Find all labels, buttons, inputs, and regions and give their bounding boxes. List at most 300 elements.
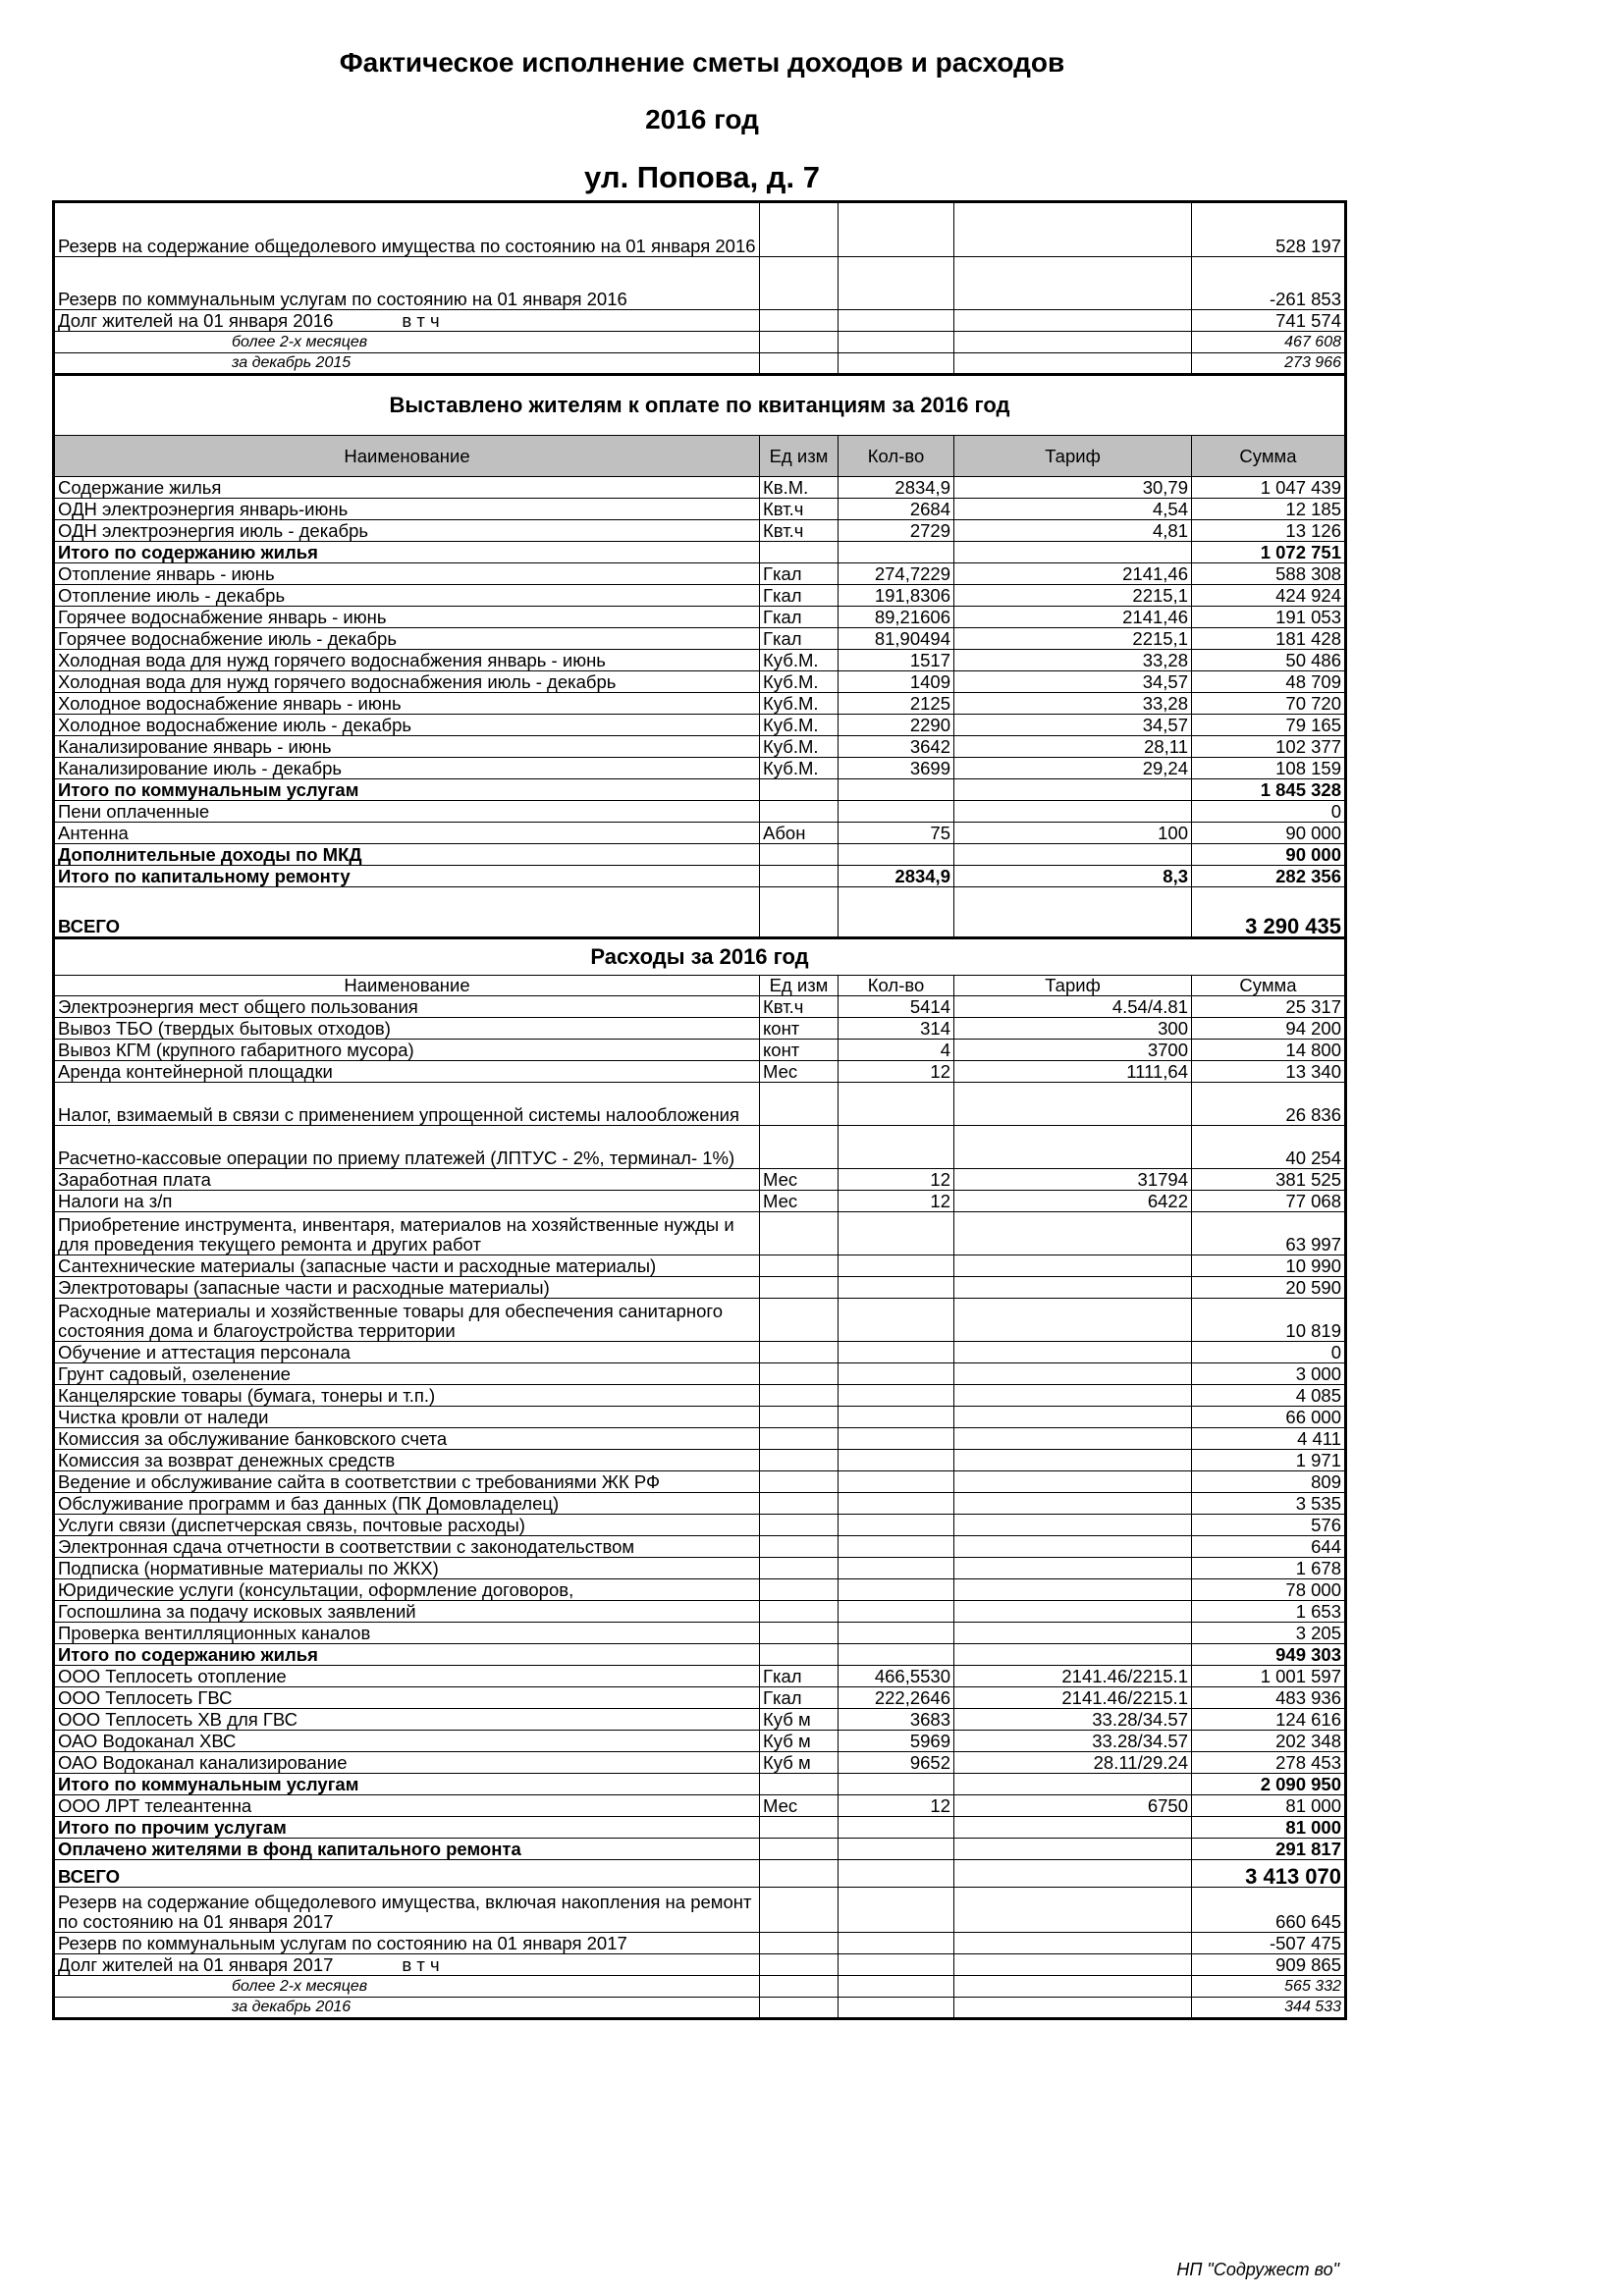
- row-unit: [760, 1407, 839, 1428]
- row-sum: 278 453: [1192, 1752, 1346, 1774]
- row-qty: 222,2646: [839, 1687, 954, 1709]
- table-row: [54, 1428, 1346, 1450]
- row-unit: Куб м: [760, 1709, 839, 1731]
- row-sum: 1 072 751: [1192, 542, 1346, 563]
- row-unit: Мес: [760, 1169, 839, 1191]
- table-row: [54, 1795, 1346, 1817]
- table-row: [54, 1255, 1346, 1277]
- row-sum: 12 185: [1192, 499, 1346, 520]
- opening-reserve-property-row: [54, 202, 1346, 257]
- row-unit: [760, 1493, 839, 1515]
- row-tariff: 4,54: [954, 499, 1192, 520]
- row-sum: 14 800: [1192, 1040, 1346, 1061]
- table-row: [54, 585, 1346, 607]
- row-sum: 202 348: [1192, 1731, 1346, 1752]
- row-qty: [839, 1579, 954, 1601]
- row-unit: Куб.М.: [760, 693, 839, 715]
- table-row: [54, 477, 1346, 499]
- table-row: [54, 1385, 1346, 1407]
- row-name: Расходные материалы и хозяйственные товары для обеспечения санитарного состояния дома и благоустройства территории: [54, 1299, 760, 1342]
- row-label: Резерв по коммунальным услугам по состоянию на 01 января 2017: [54, 1933, 760, 1954]
- document-title: Фактическое исполнение сметы доходов и расходов: [339, 47, 1065, 78]
- row-sum: 108 159: [1192, 758, 1346, 779]
- table-row: [54, 693, 1346, 715]
- row-sum: -261 853: [1192, 257, 1346, 310]
- row-qty: [839, 801, 954, 823]
- row-name: Содержание жилья: [54, 477, 760, 499]
- closing-reserve-utilities-row: [54, 1933, 1346, 1954]
- row-unit: Гкал: [760, 1666, 839, 1687]
- table-row: [54, 1623, 1346, 1644]
- row-name: Электронная сдача отчетности в соответствии с законодательством: [54, 1536, 760, 1558]
- row-name: ООО ЛРТ телеантенна: [54, 1795, 760, 1817]
- table-row: [54, 758, 1346, 779]
- row-sum: 1 047 439: [1192, 477, 1346, 499]
- row-name: ООО Теплосеть ГВС: [54, 1687, 760, 1709]
- row-name: Заработная плата: [54, 1169, 760, 1191]
- row-unit: Квт.ч: [760, 520, 839, 542]
- row-tariff: 6422: [954, 1191, 1192, 1212]
- row-label: более 2-х месяцев: [54, 1976, 760, 1998]
- row-unit: [760, 1126, 839, 1169]
- table-row: [54, 1731, 1346, 1752]
- table-row: [54, 866, 1346, 887]
- row-tariff: 29,24: [954, 758, 1192, 779]
- table-row: [54, 1493, 1346, 1515]
- row-tariff: [954, 1774, 1192, 1795]
- row-name: Канцелярские товары (бумага, тонеры и т.п.): [54, 1385, 760, 1407]
- row-tariff: [954, 1342, 1192, 1363]
- row-tariff: 8,3: [954, 866, 1192, 887]
- closing-debt-row: [54, 1954, 1346, 1976]
- table-row: [54, 1579, 1346, 1601]
- table-row: [54, 520, 1346, 542]
- row-unit: [760, 1623, 839, 1644]
- row-qty: 2834,9: [839, 866, 954, 887]
- row-sum: 78 000: [1192, 1579, 1346, 1601]
- row-tariff: [954, 1363, 1192, 1385]
- row-tariff: 300: [954, 1018, 1192, 1040]
- row-qty: 3683: [839, 1709, 954, 1731]
- table-row: [54, 1709, 1346, 1731]
- row-tariff: 2215,1: [954, 585, 1192, 607]
- row-qty: 12: [839, 1191, 954, 1212]
- row-unit: [760, 1644, 839, 1666]
- col-name: Наименование: [54, 436, 760, 477]
- row-unit: [760, 844, 839, 866]
- table-row: [54, 1169, 1346, 1191]
- row-name: Итого по прочим услугам: [54, 1817, 760, 1839]
- opening-debt-over2-row: [54, 332, 1346, 353]
- row-tariff: [954, 1450, 1192, 1471]
- row-tariff: 30,79: [954, 477, 1192, 499]
- row-sum: 4 085: [1192, 1385, 1346, 1407]
- row-name: Обслуживание программ и баз данных (ПК Домовладелец): [54, 1493, 760, 1515]
- row-tariff: 4.54/4.81: [954, 996, 1192, 1018]
- row-qty: 3699: [839, 758, 954, 779]
- row-label: Долг жителей на 01 января 2016 в т ч: [54, 310, 760, 332]
- row-qty: [839, 1428, 954, 1450]
- row-name: Горячее водоснабжение июль - декабрь: [54, 628, 760, 650]
- row-sum: 528 197: [1192, 202, 1346, 257]
- row-unit: [760, 1363, 839, 1385]
- row-unit: конт: [760, 1018, 839, 1040]
- row-unit: Абон: [760, 823, 839, 844]
- row-sum: 181 428: [1192, 628, 1346, 650]
- row-unit: Квт.ч: [760, 499, 839, 520]
- row-unit: [760, 1817, 839, 1839]
- row-name: Расчетно-кассовые операции по приему платежей (ЛПТУС - 2%, терминал- 1%): [54, 1126, 760, 1169]
- col-tariff: Тариф: [954, 436, 1192, 477]
- row-tariff: 4,81: [954, 520, 1192, 542]
- row-tariff: [954, 542, 1192, 563]
- row-tariff: [954, 1299, 1192, 1342]
- row-tariff: [954, 1536, 1192, 1558]
- expenses-header-row: [54, 976, 1346, 996]
- table-row: [54, 844, 1346, 866]
- row-name: ОАО Водоканал канализирование: [54, 1752, 760, 1774]
- row-tariff: [954, 1428, 1192, 1450]
- row-qty: [839, 1774, 954, 1795]
- row-name: Пени оплаченные: [54, 801, 760, 823]
- total-label: ВСЕГО: [54, 887, 760, 938]
- row-unit: [760, 1083, 839, 1126]
- row-tariff: [954, 1817, 1192, 1839]
- row-unit: [760, 1579, 839, 1601]
- row-qty: [839, 1601, 954, 1623]
- row-sum: 644: [1192, 1536, 1346, 1558]
- row-qty: [839, 1817, 954, 1839]
- row-name: Отопление январь - июнь: [54, 563, 760, 585]
- row-name: Электротовары (запасные части и расходные материалы): [54, 1277, 760, 1299]
- row-tariff: [954, 801, 1192, 823]
- row-name: Обучение и аттестация персонала: [54, 1342, 760, 1363]
- table-row: [54, 1407, 1346, 1428]
- row-unit: Куб.М.: [760, 671, 839, 693]
- row-qty: [839, 844, 954, 866]
- row-sum: 467 608: [1192, 332, 1346, 353]
- table-row: [54, 1040, 1346, 1061]
- row-qty: [839, 1299, 954, 1342]
- row-name: Канализирование январь - июнь: [54, 736, 760, 758]
- footer-organization: НП "Содружест во": [1176, 2260, 1339, 2279]
- row-unit: Куб.М.: [760, 715, 839, 736]
- row-tariff: [954, 1385, 1192, 1407]
- row-tariff: 33,28: [954, 650, 1192, 671]
- row-unit: [760, 801, 839, 823]
- income-rows: [54, 477, 1346, 887]
- row-sum: 13 340: [1192, 1061, 1346, 1083]
- row-qty: [839, 1363, 954, 1385]
- row-tariff: [954, 1623, 1192, 1644]
- row-name: Оплачено жителями в фонд капитального ремонта: [54, 1839, 760, 1860]
- closing-debt-dec-row: [54, 1998, 1346, 2019]
- row-unit: [760, 1558, 839, 1579]
- row-qty: 2290: [839, 715, 954, 736]
- income-section-title: Выставлено жителям к оплате по квитанциям за 2016 год: [54, 375, 1346, 436]
- row-qty: 1517: [839, 650, 954, 671]
- row-sum: 79 165: [1192, 715, 1346, 736]
- row-name: Ведение и обслуживание сайта в соответствии с требованиями ЖК РФ: [54, 1471, 760, 1493]
- row-unit: Гкал: [760, 628, 839, 650]
- closing-debt-over2-row: [54, 1976, 1346, 1998]
- row-tariff: [954, 1515, 1192, 1536]
- table-row: [54, 1061, 1346, 1083]
- row-name: ОДН электроэнергия январь-июнь: [54, 499, 760, 520]
- row-name: Итого по содержанию жилья: [54, 542, 760, 563]
- table-row: [54, 801, 1346, 823]
- row-sum: 26 836: [1192, 1083, 1346, 1126]
- col-unit: Ед изм: [760, 976, 839, 996]
- row-label: более 2-х месяцев: [54, 332, 760, 353]
- row-unit: Куб.М.: [760, 650, 839, 671]
- row-qty: 1409: [839, 671, 954, 693]
- row-name: Приобретение инструмента, инвентаря, материалов на хозяйственные нужды и для проведения текущего ремонта и других работ: [54, 1212, 760, 1255]
- table-row: [54, 499, 1346, 520]
- opening-debt-row: [54, 310, 1346, 332]
- row-tariff: 28,11: [954, 736, 1192, 758]
- row-unit: Гкал: [760, 607, 839, 628]
- table-row: [54, 563, 1346, 585]
- row-name: Грунт садовый, озеленение: [54, 1363, 760, 1385]
- row-qty: [839, 1407, 954, 1428]
- row-unit: [760, 1299, 839, 1342]
- row-tariff: [954, 1083, 1192, 1126]
- row-tariff: 2141.46/2215.1: [954, 1666, 1192, 1687]
- row-sum: 588 308: [1192, 563, 1346, 585]
- row-sum: 1 653: [1192, 1601, 1346, 1623]
- row-sum: 1 001 597: [1192, 1666, 1346, 1687]
- row-sum: 2 090 950: [1192, 1774, 1346, 1795]
- expense-rows: [54, 996, 1346, 1860]
- row-label: Резерв по коммунальным услугам по состоянию на 01 января 2016: [54, 257, 760, 310]
- row-qty: [839, 1212, 954, 1255]
- row-tariff: [954, 1558, 1192, 1579]
- row-unit: Кв.М.: [760, 477, 839, 499]
- row-name: Подписка (нормативные материалы по ЖКХ): [54, 1558, 760, 1579]
- row-name: Антенна: [54, 823, 760, 844]
- row-name: Горячее водоснабжение январь - июнь: [54, 607, 760, 628]
- row-sum: 576: [1192, 1515, 1346, 1536]
- row-qty: 5969: [839, 1731, 954, 1752]
- row-tariff: [954, 1212, 1192, 1255]
- row-qty: 4: [839, 1040, 954, 1061]
- row-tariff: 3700: [954, 1040, 1192, 1061]
- col-sum: Сумма: [1192, 976, 1346, 996]
- table-row: [54, 1277, 1346, 1299]
- row-qty: [839, 1126, 954, 1169]
- row-sum: 1 971: [1192, 1450, 1346, 1471]
- row-tariff: [954, 1644, 1192, 1666]
- row-unit: [760, 866, 839, 887]
- row-unit: [760, 1342, 839, 1363]
- row-unit: Квт.ч: [760, 996, 839, 1018]
- table-row: [54, 1817, 1346, 1839]
- table-row: [54, 542, 1346, 563]
- row-sum: 483 936: [1192, 1687, 1346, 1709]
- row-tariff: [954, 1839, 1192, 1860]
- row-qty: 274,7229: [839, 563, 954, 585]
- row-sum: 50 486: [1192, 650, 1346, 671]
- row-qty: [839, 1515, 954, 1536]
- row-qty: 75: [839, 823, 954, 844]
- row-unit: Мес: [760, 1061, 839, 1083]
- table-row: [54, 1644, 1346, 1666]
- row-unit: Гкал: [760, 585, 839, 607]
- row-sum: 102 377: [1192, 736, 1346, 758]
- row-qty: 5414: [839, 996, 954, 1018]
- row-qty: [839, 1450, 954, 1471]
- row-sum: 90 000: [1192, 823, 1346, 844]
- table-row: [54, 628, 1346, 650]
- total-sum: 3 413 070: [1192, 1860, 1346, 1888]
- row-unit: [760, 1601, 839, 1623]
- row-sum: 81 000: [1192, 1817, 1346, 1839]
- table-row: [54, 1515, 1346, 1536]
- row-sum: -507 475: [1192, 1933, 1346, 1954]
- row-qty: 12: [839, 1169, 954, 1191]
- row-unit: Куб м: [760, 1731, 839, 1752]
- row-tariff: 2141,46: [954, 563, 1192, 585]
- row-qty: [839, 542, 954, 563]
- table-row: [54, 1687, 1346, 1709]
- row-qty: [839, 1385, 954, 1407]
- row-sum: 282 356: [1192, 866, 1346, 887]
- row-sum: 3 205: [1192, 1623, 1346, 1644]
- row-sum: 741 574: [1192, 310, 1346, 332]
- income-header-row: [54, 436, 1346, 477]
- row-unit: Гкал: [760, 563, 839, 585]
- row-qty: 191,8306: [839, 585, 954, 607]
- row-name: Аренда контейнерной площадки: [54, 1061, 760, 1083]
- table-row: [54, 1471, 1346, 1493]
- row-unit: [760, 542, 839, 563]
- col-qty: Кол-во: [839, 436, 954, 477]
- row-unit: [760, 1471, 839, 1493]
- row-qty: 89,21606: [839, 607, 954, 628]
- row-unit: Мес: [760, 1191, 839, 1212]
- row-sum: 3 535: [1192, 1493, 1346, 1515]
- table-row: [54, 1083, 1346, 1126]
- row-sum: 10 819: [1192, 1299, 1346, 1342]
- row-qty: 3642: [839, 736, 954, 758]
- row-qty: [839, 1277, 954, 1299]
- row-name: ОАО Водоканал ХВС: [54, 1731, 760, 1752]
- table-row: [54, 1191, 1346, 1212]
- row-qty: [839, 1644, 954, 1666]
- expenses-total-row: [54, 1860, 1346, 1888]
- row-name: Комиссия за обслуживание банковского счета: [54, 1428, 760, 1450]
- row-sum: 0: [1192, 801, 1346, 823]
- row-sum: 191 053: [1192, 607, 1346, 628]
- estimate-table: [52, 200, 1347, 2020]
- table-row: [54, 1450, 1346, 1471]
- row-tariff: 1111,64: [954, 1061, 1192, 1083]
- row-qty: [839, 1623, 954, 1644]
- row-tariff: [954, 1126, 1192, 1169]
- opening-debt-dec-row: [54, 353, 1346, 375]
- row-qty: [839, 779, 954, 801]
- row-tariff: 34,57: [954, 671, 1192, 693]
- table-row: [54, 671, 1346, 693]
- row-unit: Куб м: [760, 1752, 839, 1774]
- col-tariff: Тариф: [954, 976, 1192, 996]
- row-tariff: [954, 1579, 1192, 1601]
- row-name: Дополнительные доходы по МКД: [54, 844, 760, 866]
- row-name: Итого по коммунальным услугам: [54, 1774, 760, 1795]
- row-sum: 90 000: [1192, 844, 1346, 866]
- row-qty: 12: [839, 1061, 954, 1083]
- expenses-section-title: Расходы за 2016 год: [54, 938, 1346, 976]
- row-name: ООО Теплосеть отопление: [54, 1666, 760, 1687]
- closing-reserve-property-row: [54, 1888, 1346, 1933]
- row-qty: 2729: [839, 520, 954, 542]
- row-name: Итого по капитальному ремонту: [54, 866, 760, 887]
- table-row: [54, 1342, 1346, 1363]
- row-name: Чистка кровли от наледи: [54, 1407, 760, 1428]
- row-qty: 2834,9: [839, 477, 954, 499]
- table-row: [54, 715, 1346, 736]
- row-tariff: [954, 1255, 1192, 1277]
- row-name: Канализирование июль - декабрь: [54, 758, 760, 779]
- row-unit: [760, 1255, 839, 1277]
- row-tariff: [954, 1277, 1192, 1299]
- table-row: [54, 1601, 1346, 1623]
- row-name: Комиссия за возврат денежных средств: [54, 1450, 760, 1471]
- row-sum: 0: [1192, 1342, 1346, 1363]
- table-row: [54, 1536, 1346, 1558]
- row-name: Сантехнические материалы (запасные части и расходные материалы): [54, 1255, 760, 1277]
- row-name: Электроэнергия мест общего пользования: [54, 996, 760, 1018]
- row-tariff: 2215,1: [954, 628, 1192, 650]
- row-tariff: 33,28: [954, 693, 1192, 715]
- row-qty: 2684: [839, 499, 954, 520]
- row-sum: 63 997: [1192, 1212, 1346, 1255]
- row-tariff: 28.11/29.24: [954, 1752, 1192, 1774]
- row-name: Холодное водоснабжение январь - июнь: [54, 693, 760, 715]
- row-unit: Мес: [760, 1795, 839, 1817]
- row-name: Отопление июль - декабрь: [54, 585, 760, 607]
- row-qty: 81,90494: [839, 628, 954, 650]
- table-row: [54, 607, 1346, 628]
- row-sum: 381 525: [1192, 1169, 1346, 1191]
- row-name: Итого по содержанию жилья: [54, 1644, 760, 1666]
- row-label: за декабрь 2015: [54, 353, 760, 375]
- row-unit: [760, 1212, 839, 1255]
- row-qty: [839, 1493, 954, 1515]
- row-unit: [760, 1385, 839, 1407]
- row-unit: [760, 1536, 839, 1558]
- row-sum: 124 616: [1192, 1709, 1346, 1731]
- row-name: Вывоз КГМ (крупного габаритного мусора): [54, 1040, 760, 1061]
- row-unit: [760, 779, 839, 801]
- total-sum: 3 290 435: [1192, 887, 1346, 938]
- row-sum: 909 865: [1192, 1954, 1346, 1976]
- row-tariff: 100: [954, 823, 1192, 844]
- row-sum: 949 303: [1192, 1644, 1346, 1666]
- row-tariff: [954, 1493, 1192, 1515]
- row-sum: 1 845 328: [1192, 779, 1346, 801]
- table-row: [54, 823, 1346, 844]
- row-name: Юридические услуги (консультации, оформление договоров,: [54, 1579, 760, 1601]
- row-sum: 3 000: [1192, 1363, 1346, 1385]
- row-tariff: 33.28/34.57: [954, 1709, 1192, 1731]
- table-row: [54, 1126, 1346, 1169]
- row-unit: [760, 1839, 839, 1860]
- row-qty: 2125: [839, 693, 954, 715]
- document-year: 2016 год: [645, 104, 759, 134]
- row-name: Налоги на з/п: [54, 1191, 760, 1212]
